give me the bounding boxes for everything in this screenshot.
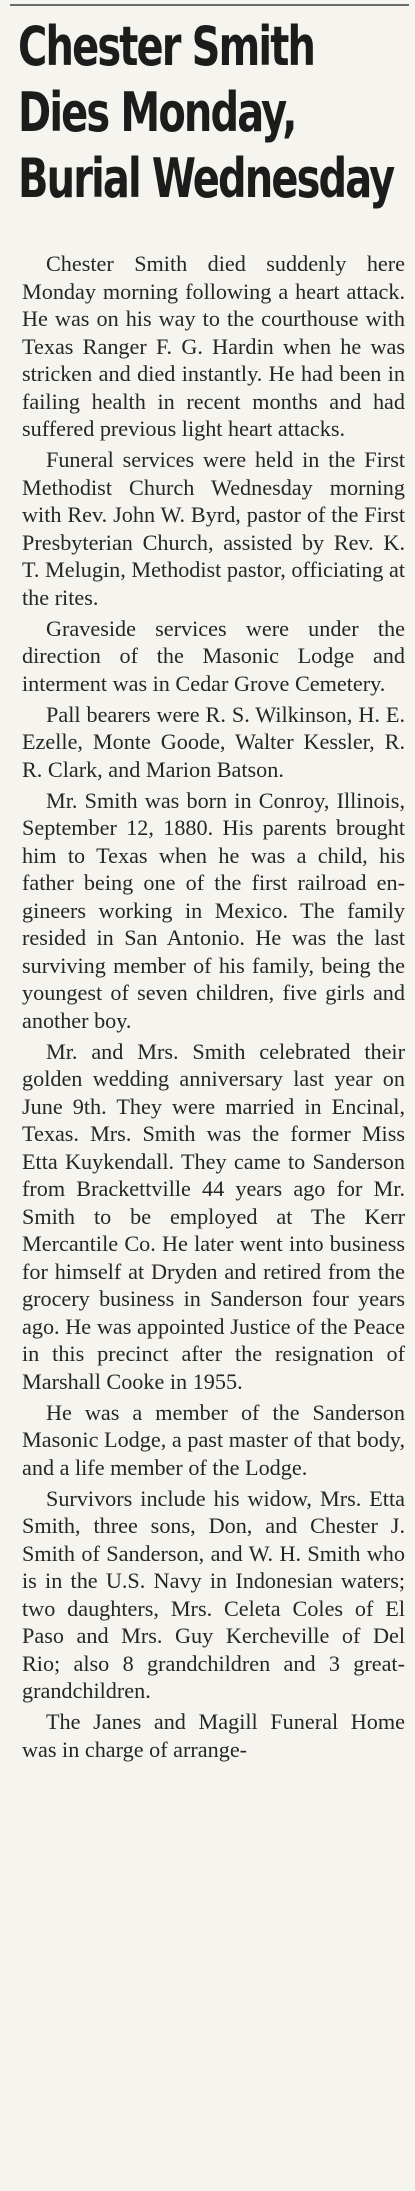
headline-line-2: Dies Monday, bbox=[18, 81, 296, 144]
article-body bbox=[22, 250, 405, 1763]
paragraph-funeral-home: The Janes and Magill Funeral Home was in charge of arrange- bbox=[22, 1709, 405, 1762]
paragraph-biography: Mr. Smith was born in Conroy, Illinois, September 12, 1880. His parents brought him to Texas when he was a child, his father being one of the first railroad engineers working in Mexico. The family resided in San Antonio. He was the last surviving member of his family, being the youngest of seven children, five girls and another boy. bbox=[22, 787, 405, 1033]
headline-line-1: Chester Smith bbox=[18, 15, 315, 78]
paragraph-masonic: He was a member of the Sanderson Masonic Lodge, a past master of that body, and a life member of the Lodge. bbox=[22, 1399, 405, 1480]
paragraph-survivors: Survivors include his widow, Mrs. Etta Smith, three sons, Don, and Chester J. Smith of Sanderson, and W. H. Smith who is in the U.S. Navy in Indonesian waters; two daughters, Mrs. Celeta Coles of El Paso and Mrs. Guy Kercheville of Del Rio; also 8 grandchildren and 3 great-grandchildren. bbox=[22, 1485, 405, 1703]
paragraph-pall-bearers: Pall bearers were R. S. Wilkinson, H. E. Ezelle, Monte Goode, Walter Kessler, R. R. Clark, and Marion Batson. bbox=[22, 701, 405, 782]
headline bbox=[18, 14, 394, 212]
paragraph-death: Chester Smith died suddenly here Monday morning following a heart attack. He was on his way to the courthouse with Texas Ranger F. G. Hardin when he was stricken and died instantly. He had been in failing health in recent months and had suffered previous light heart attacks. bbox=[22, 251, 405, 441]
top-rule bbox=[10, 4, 409, 6]
paragraph-graveside: Graveside services were under the direction of the Masonic Lodge and interment was in Cedar Grove Cemetery. bbox=[22, 615, 405, 696]
paragraph-funeral: Funeral services were held in the First Methodist Church Wednesday morning with Rev. John W. Byrd, pastor of the First Presbyterian Church, assisted by Rev. K. T. Melugin, Methodist pastor, officiating at the rites. bbox=[22, 447, 405, 610]
paragraph-marriage-career: Mr. and Mrs. Smith celebrated their golden wedding anniversary last year on June 9th. They were married in Encinal, Texas. Mrs. Smith was the former Miss Etta Kuykendall. They came to Sanderson from Brackettville 44 years ago for Mr. Smith to be employed at The Kerr Mercantile Co. He later went into business for himself at Dryden and retired from the grocery business in Sanderson four years ago. He was appointed Justice of the Peace in this precinct after the resignation of Marshall Cooke in 1955. bbox=[22, 1038, 405, 1394]
headline-line-3: Burial Wednesday bbox=[18, 147, 394, 210]
